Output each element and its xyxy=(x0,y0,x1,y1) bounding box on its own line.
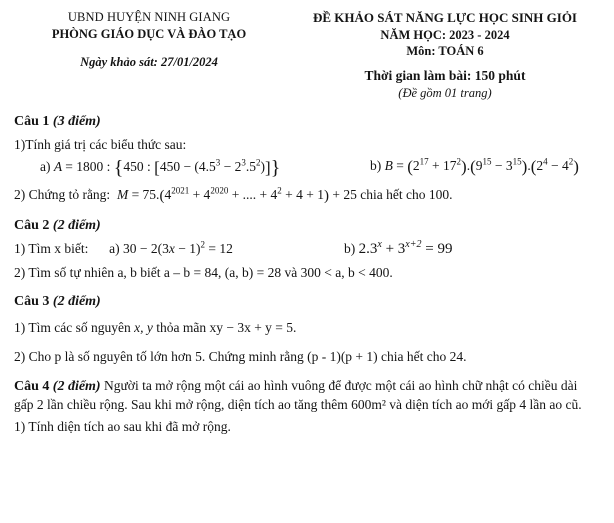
question-1-b xyxy=(370,157,600,177)
question-3-title: Câu 3 xyxy=(14,294,50,309)
exam-body xyxy=(0,114,614,435)
question-2-b-label: b) xyxy=(344,241,356,256)
subject: Môn: TOÁN 6 xyxy=(406,44,484,58)
question-1-title: Câu 1 xyxy=(14,114,50,129)
question-4-body: Người ta mở rộng một cái ao hình vuông để được một cái ao hình chữ nhật có chiều dài gấp 2 lần chiều rộng. Sau khi mở rộng, diện tích ao tăng thêm 600m² và diện tích ao mới gấp 4 lần ao cũ. xyxy=(14,378,582,413)
issuing-authority: UBND HUYỆN NINH GIANG xyxy=(67,10,231,24)
question-3-part1: 1) Tìm các số nguyên x, y thỏa mãn xy − 3x + y = 5. xyxy=(14,320,297,335)
question-2-part2: 2) Tìm số tự nhiên a, b biết a – b = 84, (a, b) = 28 và 300 < a, b < 400. xyxy=(14,265,393,280)
question-1-b-label: b) xyxy=(370,158,382,173)
school-year: NĂM HỌC: 2023 - 2024 xyxy=(380,28,510,42)
exam-title: ĐỀ KHẢO SÁT NĂNG LỰC HỌC SINH GIỎI xyxy=(312,10,577,25)
question-2-points: (2 điểm) xyxy=(52,218,101,233)
question-3-heading xyxy=(14,294,600,310)
header-left-block xyxy=(14,10,284,101)
question-1-part2: 2) Chứng tỏ rằng: $M = 75.(4^{2021} + 4^{2020}$ + .... + $4^2 + 4 + 1) + 25$ chia hết cho 100. xyxy=(14,185,453,204)
question-4-points: (2 điểm) xyxy=(52,379,101,394)
document-header xyxy=(0,0,614,101)
duration: Thời gian làm bài: 150 phút xyxy=(364,68,526,83)
question-2-part1-row xyxy=(14,241,600,258)
question-1-a-label: a) xyxy=(40,159,51,174)
question-4-title: Câu 4 xyxy=(14,379,50,394)
question-1-a xyxy=(14,157,370,180)
question-1-b-expr: $B = (2^{17} + 17^2).(9^{15} - 3^{15}).(2^4 - 4^2)$ xyxy=(384,156,579,176)
question-1-points: (3 điểm) xyxy=(52,114,101,129)
question-4-block xyxy=(14,377,600,414)
question-2-a-expr: $30 - 2(3x - 1)^2 = 12$ xyxy=(123,239,233,256)
department-name: PHÒNG GIÁO DỤC VÀ ĐÀO TẠO xyxy=(51,27,247,41)
question-2-b-expr: $2.3^x + 3^{x+2} = 99$ xyxy=(358,239,453,257)
question-3-points: (2 điểm) xyxy=(52,294,101,309)
question-2-a-label: a) xyxy=(109,241,120,256)
question-2-part1-label: 1) Tìm x biết: xyxy=(14,241,89,256)
exam-date: Ngày khảo sát: 27/01/2024 xyxy=(80,55,218,69)
page-count-note: (Đề gồm 01 trang) xyxy=(398,86,492,100)
question-2-part1-right xyxy=(344,241,600,258)
question-1-heading xyxy=(14,114,600,130)
question-2-title: Câu 2 xyxy=(14,218,50,233)
question-4-part1: 1) Tính diện tích ao sau khi đã mở rộng. xyxy=(14,419,231,435)
question-1-a-expr: A = 1800 : {450 : $[450 - (4.5^3 - 2^3.5^2)]$} xyxy=(53,157,281,179)
question-2-part1-left xyxy=(14,241,344,257)
question-1-part1-row xyxy=(14,157,600,180)
question-3-part2: 2) Cho p là số nguyên tố lớn hơn 5. Chứng minh rằng (p - 1)(p + 1) chia hết cho 24. xyxy=(14,349,467,364)
header-right-block xyxy=(290,10,600,101)
question-1-part1-intro: 1)Tính giá trị các biểu thức sau: xyxy=(14,137,187,152)
question-2-heading xyxy=(14,218,600,234)
